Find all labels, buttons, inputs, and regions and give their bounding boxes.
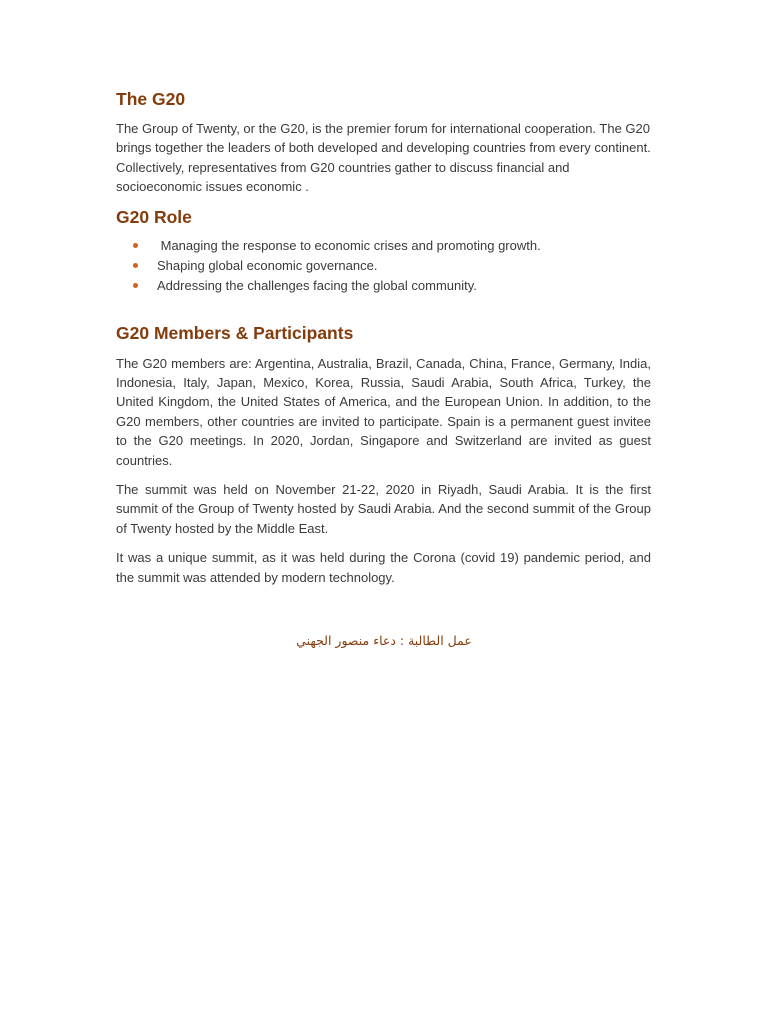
document-body xyxy=(116,88,651,587)
heading-members-participants: G20 Members & Participants xyxy=(116,322,354,343)
heading-g20-role: G20 Role xyxy=(116,206,192,227)
role-bullet-text: Addressing the challenges facing the global community. xyxy=(157,277,477,293)
paragraph-unique-summit: It was a unique summit, as it was held during the Corona (covid 19) pandemic period, and the summit was attended by modern technology. xyxy=(116,550,651,585)
paragraph-summit: The summit was held on November 21-22, 2020 in Riyadh, Saudi Arabia. It is the first summit of the Group of Twenty hosted by Saudi Arabia. And the second summit of the Group of Twenty hosted by the Middle East. xyxy=(116,482,651,536)
role-bullet-item xyxy=(116,276,651,296)
author-credit: عمل الطالبة : دعاء منصور الجهني xyxy=(296,633,472,648)
role-bullet-list xyxy=(116,236,651,296)
bullet-dot-icon xyxy=(133,283,138,288)
bullet-dot-icon xyxy=(133,263,138,268)
heading-the-g20: The G20 xyxy=(116,89,186,109)
paragraph-members: The G20 members are: Argentina, Australia, Brazil, Canada, China, France, Germany, India, Indonesia, Italy, Japan, Mexico, Korea, Russia, Saudi Arabia, South Africa, Turkey, the United Kingdom, the United States of America, and the European Union. In addition, to the G20 members, other countries are invited to participate. Spain is a permanent guest invitee to the G20 meetings. In 2020, Jordan, Singapore and Switzerland are invited as guest countries. xyxy=(116,355,651,468)
role-bullet-item xyxy=(116,256,651,276)
bullet-dot-icon xyxy=(133,243,138,248)
role-bullet-text: Shaping global economic governance. xyxy=(157,257,378,273)
role-bullet-item xyxy=(116,236,651,256)
role-bullet-text: Managing the response to economic crises and promoting growth. xyxy=(157,237,541,253)
paragraph-g20-intro: The Group of Twenty, or the G20, is the premier forum for international cooperation. The G20 brings together the leaders of both developed and developing countries from every continent. Collectively, representatives from G20 countries gather to discuss financial and socioeconomic issues economic . xyxy=(116,121,651,195)
